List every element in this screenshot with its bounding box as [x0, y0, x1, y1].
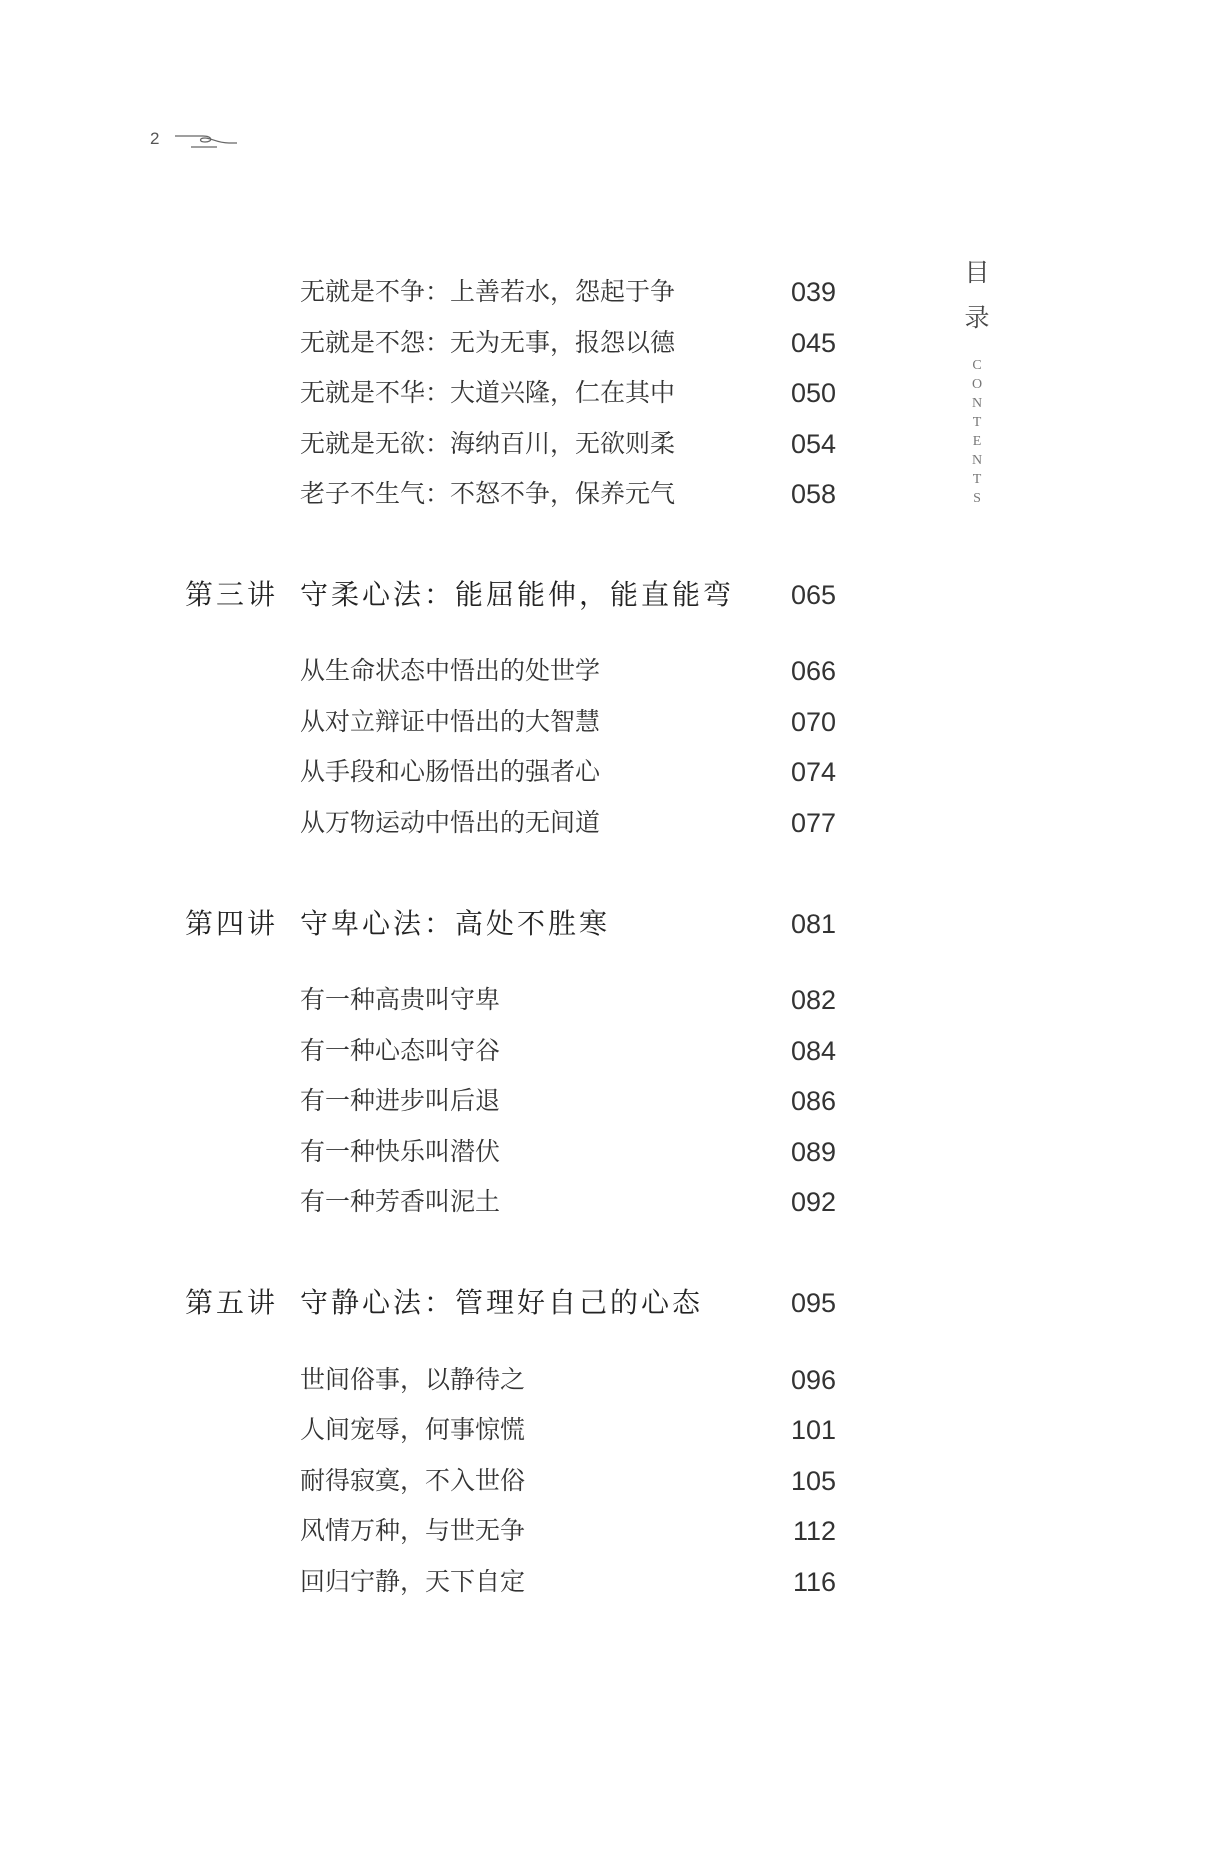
chapter-label: 第五讲 [185, 1286, 279, 1319]
toc-entry[interactable] [0, 1182, 1228, 1222]
toc-entry-title: 有一种进步叫后退 [300, 1086, 501, 1115]
toc-entry[interactable] [0, 752, 1228, 792]
side-title-letter: N [971, 453, 983, 468]
page-number: 2 [150, 129, 160, 148]
toc-entry[interactable] [0, 651, 1228, 691]
toc-entry-page: 070 [790, 707, 836, 737]
chapter-title: 守静心法：管理好自己的心态 [300, 1286, 704, 1319]
toc-entry-page: 066 [790, 656, 836, 686]
toc-entry[interactable] [0, 323, 1228, 363]
side-title-letter: E [972, 434, 982, 449]
chapter-page: 065 [790, 580, 836, 610]
side-title-letter: O [971, 377, 983, 392]
toc-entry-page: 054 [790, 429, 836, 459]
toc-entry[interactable] [0, 1360, 1228, 1400]
toc-entry-page: 084 [790, 1036, 836, 1066]
chapter-title: 守卑心法：高处不胜寒 [300, 907, 611, 940]
toc-entry-title: 从手段和心肠悟出的强者心 [300, 757, 601, 786]
side-title-char: 目 [964, 258, 990, 287]
toc-entry-title: 有一种心态叫守谷 [300, 1036, 501, 1065]
toc-entry[interactable] [0, 980, 1228, 1020]
side-title-letter: C [972, 358, 982, 373]
toc-entry-page: 096 [790, 1365, 836, 1395]
toc-entry-title: 无就是无欲：海纳百川，无欲则柔 [300, 429, 676, 458]
toc-entry[interactable] [0, 1410, 1228, 1450]
toc-entry-page: 116 [792, 1567, 836, 1597]
toc-entry-title: 从对立辩证中悟出的大智慧 [300, 707, 601, 736]
chapter-label: 第四讲 [185, 907, 279, 940]
toc-entry-title: 无就是不华：大道兴隆，仁在其中 [300, 378, 676, 407]
toc-entry-page: 074 [790, 757, 836, 787]
toc-entry-title: 无就是不怨：无为无事，报怨以德 [300, 328, 676, 357]
side-title-letter: T [972, 415, 982, 430]
toc-entry-title: 从万物运动中悟出的无间道 [300, 808, 601, 837]
toc-entry-title: 人间宠辱，何事惊慌 [300, 1415, 526, 1444]
toc-entry-page: 058 [790, 479, 836, 509]
chapter-title: 守柔心法：能屈能伸，能直能弯 [300, 578, 735, 611]
toc-entry-title: 从生命状态中悟出的处世学 [300, 656, 601, 685]
toc-entry[interactable] [0, 1031, 1228, 1071]
toc-entry[interactable] [0, 1081, 1228, 1121]
toc-entry-title: 有一种高贵叫守卑 [300, 985, 501, 1014]
toc-entry[interactable] [0, 803, 1228, 843]
chapter-page: 081 [790, 909, 836, 939]
toc-entry[interactable] [0, 1461, 1228, 1501]
chapter-heading[interactable] [0, 904, 1228, 944]
toc-entry[interactable] [0, 702, 1228, 742]
toc-entry-title: 有一种芳香叫泥土 [300, 1187, 501, 1216]
chapter-heading[interactable] [0, 575, 1228, 615]
toc-entry-page: 101 [790, 1415, 836, 1445]
toc-entry[interactable] [0, 272, 1228, 312]
side-title-char: 录 [964, 303, 990, 332]
toc-entry[interactable] [0, 424, 1228, 464]
toc-entry[interactable] [0, 1132, 1228, 1172]
chapter-label: 第三讲 [185, 578, 279, 611]
toc-entry-page: 039 [790, 277, 836, 307]
toc-entry-title: 无就是不争：上善若水，怨起于争 [300, 277, 676, 306]
side-title-letter: S [973, 491, 981, 506]
toc-entry-page: 077 [790, 808, 836, 838]
toc-entry-title: 有一种快乐叫潜伏 [300, 1137, 501, 1166]
toc-entry[interactable] [0, 474, 1228, 514]
toc-entry-page: 092 [790, 1187, 836, 1217]
toc-entry-page: 050 [790, 378, 836, 408]
toc-entry-title: 老子不生气：不怒不争，保养元气 [300, 479, 676, 508]
chapter-page: 095 [790, 1288, 836, 1318]
toc-entry-title: 回归宁静，天下自定 [300, 1567, 526, 1596]
toc-entry-page: 045 [790, 328, 836, 358]
side-title-letter: T [972, 472, 982, 487]
toc-entry-page: 082 [790, 985, 836, 1015]
toc-entry[interactable] [0, 1511, 1228, 1551]
side-title-letter: N [971, 396, 983, 411]
toc-entry-page: 112 [792, 1516, 836, 1546]
toc-entry-title: 风情万种，与世无争 [300, 1516, 526, 1545]
chapter-heading[interactable] [0, 1283, 1228, 1323]
toc-entry-page: 086 [790, 1086, 836, 1116]
toc-entry-page: 105 [790, 1466, 836, 1496]
toc-entry-title: 耐得寂寞，不入世俗 [300, 1466, 526, 1495]
toc-entry-page: 089 [790, 1137, 836, 1167]
toc-entry[interactable] [0, 373, 1228, 413]
toc-entry[interactable] [0, 1562, 1228, 1602]
toc-entry-title: 世间俗事，以静待之 [300, 1365, 526, 1394]
